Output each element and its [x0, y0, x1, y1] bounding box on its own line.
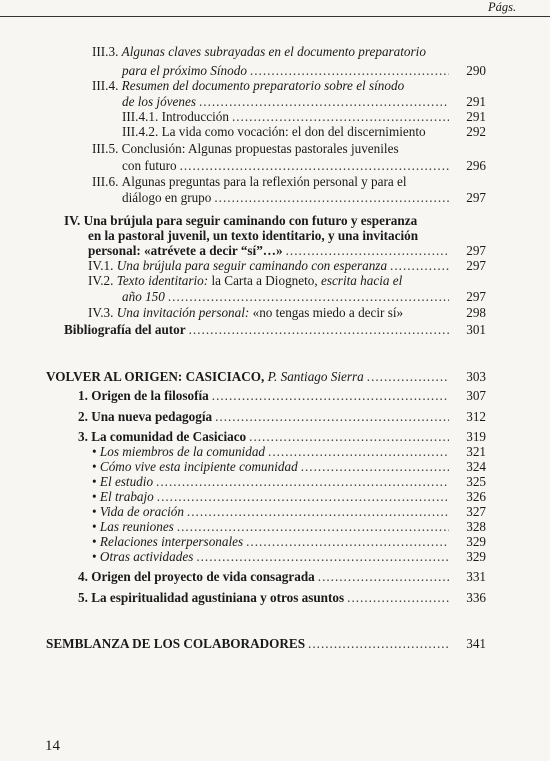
page-number: 328: [466, 519, 486, 534]
section-item-2: 2. Una nueva pedagogía .....: [78, 409, 452, 425]
page-number: 329: [466, 549, 486, 564]
bullet-item: • Otras actividades .....: [92, 549, 452, 565]
bullet-item: • El trabajo .....: [92, 489, 452, 505]
header-rule: [0, 16, 470, 17]
page-number: 303: [466, 369, 486, 384]
page-number: 336: [466, 590, 486, 605]
page-number: 312: [466, 409, 486, 424]
page-number: 329: [466, 534, 486, 549]
pages-column-label: Págs.: [488, 0, 517, 14]
bullet-item: • Cómo vive esta incipiente comunidad .....: [92, 459, 452, 475]
page-number: 341: [466, 636, 486, 651]
page-number: 325: [466, 474, 486, 489]
page-number: 324: [466, 459, 486, 474]
page-number: 297: [466, 289, 486, 304]
page-number: 292: [466, 124, 486, 139]
page-number: 290: [466, 63, 486, 78]
bullet-item: • Vida de oración .....: [92, 504, 452, 520]
page-number: 307: [466, 388, 486, 403]
page-number: 291: [466, 94, 486, 109]
page-number: 301: [466, 322, 486, 337]
bullet-item: • El estudio .....: [92, 474, 452, 490]
page-number: 291: [466, 109, 486, 124]
section-author: P. Santiago Sierra: [267, 369, 364, 384]
header-rule-end: [470, 16, 550, 17]
page-number: 321: [466, 444, 486, 459]
page-number: 297: [466, 190, 486, 205]
bullet-item: • Los miembros de la comunidad .....: [92, 444, 452, 460]
section-item-4: 4. Origen del proyecto de vida consagrada .....: [78, 569, 452, 585]
bullet-item: • Las reuniones .....: [92, 519, 452, 535]
page-number: 327: [466, 504, 486, 519]
section-title: VOLVER AL ORIGEN: CASICIACO,: [46, 369, 265, 384]
page-number: 296: [466, 158, 486, 173]
section-item-1: 1. Origen de la filosofía .....: [78, 388, 452, 404]
page-number: 297: [466, 258, 486, 273]
page-number: 319: [466, 429, 486, 444]
page-folio: 14: [45, 738, 60, 754]
bullet-item: • Relaciones interpersonales .....: [92, 534, 452, 550]
section-item-5: 5. La espiritualidad agustiniana y otros asuntos .....: [78, 590, 452, 606]
page-number: 297: [466, 243, 486, 258]
page-number: 298: [466, 305, 486, 320]
section-item-3: 3. La comunidad de Casiciaco .....: [78, 429, 452, 445]
page-number: 331: [466, 569, 486, 584]
page-number: 326: [466, 489, 486, 504]
